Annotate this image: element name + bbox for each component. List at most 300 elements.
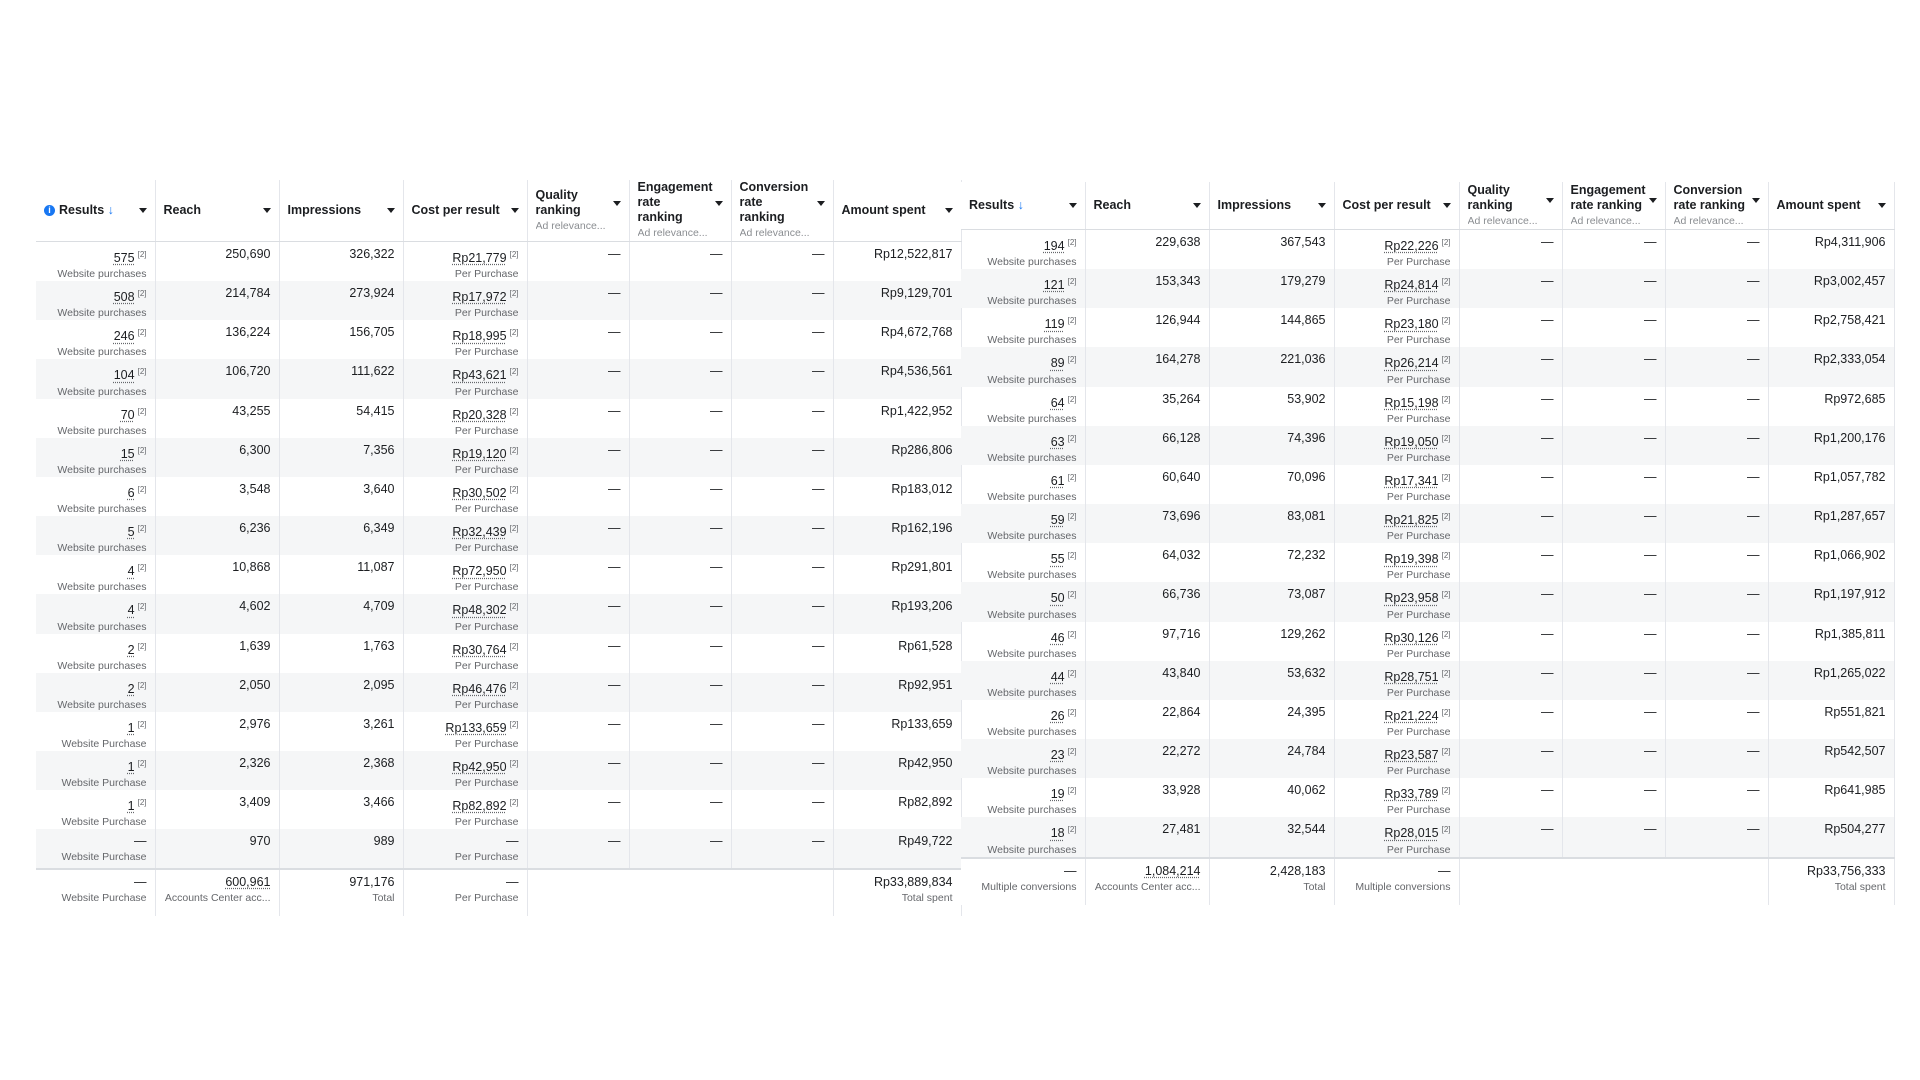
impressions-value: 32,544 xyxy=(1287,822,1326,837)
results-value[interactable]: 89 xyxy=(1050,356,1065,371)
reach-value: 22,272 xyxy=(1162,744,1201,759)
cell-results xyxy=(36,516,155,555)
table-row[interactable] xyxy=(961,347,1894,386)
cost-value-wrap xyxy=(1343,700,1451,724)
results-value[interactable]: 15 xyxy=(120,446,135,461)
reach-value: 64,032 xyxy=(1162,548,1201,563)
total-rankings-empty xyxy=(527,869,833,916)
cell-reach xyxy=(155,829,279,869)
cost-per-result-type: Per Purchase xyxy=(454,620,519,633)
cell-engagement-rate-ranking xyxy=(1562,308,1665,347)
footnote-icon: [2] xyxy=(1441,629,1451,639)
table-row[interactable] xyxy=(36,594,961,633)
cell-conversion-rate-ranking xyxy=(1665,582,1768,621)
results-value-wrap xyxy=(969,269,1077,293)
amount-spent-value: Rp42,950 xyxy=(898,756,953,771)
total-impressions-type: Total xyxy=(1303,880,1326,893)
cost-per-result-type: Per Purchase xyxy=(1386,686,1451,699)
column-header-impressions[interactable] xyxy=(279,180,403,242)
column-header-label-wrap xyxy=(1218,198,1326,213)
cost-per-result-type: Per Purchase xyxy=(1386,843,1451,856)
engagement-rate-ranking-value: — xyxy=(710,834,723,849)
results-value[interactable]: 2 xyxy=(127,642,135,657)
results-value[interactable]: 19 xyxy=(1050,787,1065,802)
engagement-rate-ranking-value: — xyxy=(1644,704,1657,719)
cell-quality-ranking xyxy=(527,399,629,438)
footnote-icon: [2] xyxy=(137,563,147,573)
column-header-engagement-rate-ranking[interactable] xyxy=(1562,182,1665,230)
cell-amount-spent xyxy=(833,829,961,869)
impressions-value: 4,709 xyxy=(363,599,395,614)
header-row xyxy=(961,182,1894,230)
caret-down-icon[interactable] xyxy=(715,201,723,206)
column-header-sublabel: Ad relevance... xyxy=(739,227,810,239)
column-header-reach[interactable] xyxy=(1085,182,1209,230)
footnote-icon: [2] xyxy=(1067,355,1077,365)
cell-engagement-rate-ranking xyxy=(629,790,731,829)
results-type: Website purchases xyxy=(57,463,147,476)
cell-impressions xyxy=(279,829,403,869)
engagement-rate-ranking-value: — xyxy=(1644,235,1657,249)
table-row[interactable] xyxy=(961,465,1894,504)
cell-engagement-rate-ranking xyxy=(629,673,731,712)
cost-per-result-value[interactable]: Rp28,751 xyxy=(1384,669,1439,684)
cost-per-result-value[interactable]: Rp23,958 xyxy=(1384,591,1439,606)
column-header-amount-spent[interactable] xyxy=(833,180,961,242)
cell-reach xyxy=(155,399,279,438)
cost-per-result-value[interactable]: Rp48,302 xyxy=(452,603,507,618)
cost-per-result-value[interactable]: Rp43,621 xyxy=(452,368,507,383)
reach-value: 2,976 xyxy=(239,716,271,731)
cell-quality-ranking xyxy=(527,555,629,594)
engagement-rate-ranking-value: — xyxy=(1644,587,1657,602)
amount-spent-value: Rp2,333,054 xyxy=(1813,352,1886,367)
cost-per-result-value[interactable]: Rp19,120 xyxy=(452,446,507,461)
results-value[interactable]: 6 xyxy=(127,486,135,501)
cell-conversion-rate-ranking xyxy=(1665,739,1768,778)
cell-amount-spent xyxy=(1768,700,1894,739)
total-reach-type: Accounts Center acc... xyxy=(164,892,271,905)
cost-per-result-value[interactable]: Rp23,587 xyxy=(1384,748,1439,763)
cost-per-result-value[interactable]: Rp46,476 xyxy=(452,681,507,696)
caret-down-icon[interactable] xyxy=(511,208,519,213)
caret-down-icon[interactable] xyxy=(139,208,147,213)
sort-down-arrow-icon[interactable]: ↓ xyxy=(1014,198,1024,212)
reach-value: 1,639 xyxy=(239,638,271,653)
table-row[interactable] xyxy=(36,320,961,359)
cell-impressions xyxy=(1209,543,1334,582)
cost-per-result-type: Per Purchase xyxy=(454,698,519,711)
cell-amount-spent xyxy=(833,242,961,282)
footnote-icon: [2] xyxy=(137,250,147,259)
results-value[interactable]: 194 xyxy=(1043,239,1065,254)
footnote-icon: [2] xyxy=(1441,316,1451,326)
table-row[interactable] xyxy=(961,543,1894,582)
impressions-value: 273,924 xyxy=(349,286,395,301)
cell-impressions xyxy=(279,359,403,398)
cell-quality-ranking xyxy=(527,712,629,751)
footnote-icon: [2] xyxy=(137,524,147,534)
column-header-label-wrap xyxy=(1343,198,1451,213)
results-value[interactable]: 575 xyxy=(113,251,135,266)
column-header-quality-ranking[interactable] xyxy=(527,180,629,242)
results-value[interactable]: 23 xyxy=(1050,748,1065,763)
cost-per-result-value[interactable]: Rp30,764 xyxy=(452,642,507,657)
engagement-rate-ranking-value: — xyxy=(1644,744,1657,759)
results-value-wrap xyxy=(44,673,147,697)
conversion-rate-ranking-value: — xyxy=(1747,235,1760,249)
column-header-conversion-rate-ranking[interactable] xyxy=(731,180,833,242)
impressions-value: 221,036 xyxy=(1280,352,1326,367)
cost-per-result-type: Per Purchase xyxy=(454,851,519,864)
table-row[interactable] xyxy=(36,242,961,282)
table-row[interactable] xyxy=(961,661,1894,700)
impressions-value: 7,356 xyxy=(363,442,395,457)
results-value[interactable]: 61 xyxy=(1050,474,1065,489)
results-value[interactable]: 55 xyxy=(1050,552,1065,567)
caret-down-icon[interactable] xyxy=(1069,203,1077,208)
caret-down-icon[interactable] xyxy=(387,208,395,213)
column-header-conversion-rate-ranking[interactable] xyxy=(1665,182,1768,230)
cell-impressions xyxy=(279,516,403,555)
info-icon[interactable]: i xyxy=(44,205,55,216)
table-row[interactable] xyxy=(36,359,961,398)
cell-engagement-rate-ranking xyxy=(1562,661,1665,700)
cost-value-wrap xyxy=(412,399,519,423)
table-row[interactable] xyxy=(961,739,1894,778)
column-header-label-wrap xyxy=(1777,198,1886,213)
cell-quality-ranking xyxy=(1459,426,1562,465)
cost-per-result-value[interactable]: Rp72,950 xyxy=(452,564,507,579)
total-reach-type: Accounts Center acc... xyxy=(1094,880,1201,893)
quality-ranking-value: — xyxy=(1541,626,1554,641)
cost-value-wrap xyxy=(1343,739,1451,763)
cell-impressions xyxy=(1209,778,1334,817)
table-row[interactable] xyxy=(36,438,961,477)
column-header-engagement-rate-ranking[interactable] xyxy=(629,180,731,242)
cell-amount-spent xyxy=(833,712,961,751)
results-type: Website purchases xyxy=(57,424,147,437)
reach-value: 214,784 xyxy=(225,286,271,301)
cost-per-result-type: Per Purchase xyxy=(454,268,519,281)
cost-per-result-value[interactable]: Rp82,892 xyxy=(452,799,507,814)
results-value[interactable]: 121 xyxy=(1043,278,1065,293)
table-row[interactable] xyxy=(961,817,1894,857)
column-header-label: Conversion rate ranking xyxy=(1673,182,1746,212)
results-value[interactable]: 64 xyxy=(1050,395,1065,410)
column-header-results[interactable] xyxy=(961,182,1085,230)
results-type: Website Purchase xyxy=(61,851,147,864)
table-row[interactable] xyxy=(36,673,961,712)
results-value[interactable]: 1 xyxy=(127,799,135,814)
table-row[interactable] xyxy=(36,399,961,438)
cell-cost-per-result xyxy=(403,242,527,282)
cost-per-result-value[interactable]: Rp24,814 xyxy=(1384,278,1439,293)
results-type: Website purchases xyxy=(987,295,1077,308)
footnote-icon: [2] xyxy=(509,328,519,338)
cell-reach xyxy=(1085,387,1209,426)
cell-cost-per-result xyxy=(403,477,527,516)
conversion-rate-ranking-value: — xyxy=(1747,587,1760,602)
cell-results xyxy=(36,399,155,438)
results-value[interactable]: 5 xyxy=(127,525,135,540)
footnote-icon: [2] xyxy=(509,484,519,494)
cell-engagement-rate-ranking xyxy=(629,594,731,633)
quality-ranking-value: — xyxy=(608,286,621,301)
results-type: Website purchases xyxy=(987,530,1077,543)
amount-spent-value: Rp286,806 xyxy=(891,442,953,457)
cost-per-result-value[interactable]: Rp42,950 xyxy=(452,760,507,775)
cost-value-wrap xyxy=(412,594,519,618)
caret-down-icon[interactable] xyxy=(817,201,825,206)
cell-engagement-rate-ranking xyxy=(629,242,731,282)
total-spent-value: Rp33,756,333 xyxy=(1806,863,1886,878)
results-value[interactable]: 1 xyxy=(127,721,135,736)
results-value[interactable]: 4 xyxy=(127,564,135,579)
cell-impressions xyxy=(1209,739,1334,778)
amount-spent-value: Rp1,422,952 xyxy=(880,403,953,418)
results-value-wrap xyxy=(969,465,1077,489)
cost-value-wrap xyxy=(1343,347,1451,371)
quality-ranking-value: — xyxy=(608,677,621,692)
total-reach-value[interactable]: 600,961 xyxy=(225,875,271,890)
cost-per-result-type: Per Purchase xyxy=(1386,569,1451,582)
results-value[interactable]: 119 xyxy=(1044,317,1065,332)
table-row[interactable] xyxy=(36,790,961,829)
column-header-impressions[interactable] xyxy=(1209,182,1334,230)
conversion-rate-ranking-value: — xyxy=(1747,352,1760,367)
cost-per-result-value[interactable]: Rp21,779 xyxy=(452,251,507,266)
results-value[interactable]: 1 xyxy=(127,760,135,775)
cell-cost-per-result xyxy=(403,751,527,790)
cost-per-result-value[interactable]: Rp21,825 xyxy=(1384,513,1439,528)
table-row[interactable] xyxy=(36,555,961,594)
caret-down-icon[interactable] xyxy=(1443,203,1451,208)
table-row[interactable] xyxy=(961,622,1894,661)
total-impressions xyxy=(1209,858,1334,905)
cost-per-result-value[interactable]: Rp17,341 xyxy=(1384,474,1439,489)
sort-down-arrow-icon[interactable]: ↓ xyxy=(104,203,114,217)
results-value[interactable]: 59 xyxy=(1050,513,1065,528)
table-row[interactable] xyxy=(961,230,1894,270)
cost-per-result-value[interactable]: Rp19,398 xyxy=(1384,552,1439,567)
total-results xyxy=(961,858,1085,905)
results-type: Website purchases xyxy=(57,698,147,711)
cost-per-result-value[interactable]: Rp28,015 xyxy=(1384,826,1439,841)
cost-per-result-value[interactable]: Rp15,198 xyxy=(1384,395,1439,410)
total-results-type: Multiple conversions xyxy=(981,880,1077,893)
column-header-results[interactable] xyxy=(36,180,155,242)
cell-reach xyxy=(155,516,279,555)
results-type: Website purchases xyxy=(57,581,147,594)
cell-cost-per-result xyxy=(403,634,527,673)
caret-down-icon[interactable] xyxy=(1878,203,1886,208)
cost-per-result-type: Per Purchase xyxy=(1386,451,1451,464)
footnote-icon: [2] xyxy=(1067,472,1077,482)
table-row[interactable] xyxy=(36,634,961,673)
cell-cost-per-result xyxy=(1334,387,1459,426)
table-row[interactable] xyxy=(36,281,961,320)
table-row[interactable] xyxy=(36,712,961,751)
results-value[interactable]: 44 xyxy=(1050,669,1065,684)
caret-down-icon[interactable] xyxy=(1318,203,1326,208)
engagement-rate-ranking-value: — xyxy=(710,403,723,418)
cost-value-wrap xyxy=(1343,426,1451,450)
caret-down-icon[interactable] xyxy=(613,201,621,206)
engagement-rate-ranking-value: — xyxy=(710,716,723,731)
quality-ranking-value: — xyxy=(1541,587,1554,602)
cell-impressions xyxy=(1209,269,1334,308)
amount-spent-value: Rp162,196 xyxy=(891,521,953,536)
results-value[interactable]: 63 xyxy=(1050,434,1065,449)
cell-cost-per-result xyxy=(403,399,527,438)
cell-impressions xyxy=(279,673,403,712)
cost-per-result-value[interactable]: Rp20,328 xyxy=(452,407,507,422)
cost-value-wrap xyxy=(412,281,519,305)
impressions-value: 129,262 xyxy=(1280,626,1326,641)
cost-per-result-value[interactable]: Rp30,502 xyxy=(452,486,507,501)
total-impressions-value: 2,428,183 xyxy=(1269,863,1326,878)
cost-value-wrap xyxy=(1343,817,1451,841)
results-type: Website purchases xyxy=(57,542,147,555)
footnote-icon: [2] xyxy=(1441,512,1451,522)
results-value[interactable]: 18 xyxy=(1050,826,1065,841)
cell-quality-ranking xyxy=(527,320,629,359)
results-value[interactable]: 50 xyxy=(1050,591,1065,606)
cell-impressions xyxy=(279,281,403,320)
cell-impressions xyxy=(1209,504,1334,543)
results-type: Website purchases xyxy=(987,412,1077,425)
cost-per-result-value[interactable]: Rp18,995 xyxy=(452,329,507,344)
column-header-quality-ranking[interactable] xyxy=(1459,182,1562,230)
table-row[interactable] xyxy=(961,269,1894,308)
cell-quality-ranking xyxy=(527,594,629,633)
cell-quality-ranking xyxy=(527,634,629,673)
footnote-icon: [2] xyxy=(137,602,147,612)
cell-cost-per-result xyxy=(403,790,527,829)
cost-per-result-value[interactable]: Rp22,226 xyxy=(1384,239,1439,254)
cost-per-result-value[interactable]: Rp23,180 xyxy=(1384,317,1439,332)
cost-per-result-value[interactable]: Rp19,050 xyxy=(1384,434,1439,449)
engagement-rate-ranking-value: — xyxy=(710,481,723,496)
cost-per-result-value[interactable]: Rp30,126 xyxy=(1384,630,1439,645)
results-value: — xyxy=(134,834,147,849)
column-header-cost-per-result[interactable] xyxy=(1334,182,1459,230)
column-header-cost-per-result[interactable] xyxy=(403,180,527,242)
caret-down-icon[interactable] xyxy=(1193,203,1201,208)
results-value[interactable]: 508 xyxy=(113,290,135,305)
results-value[interactable]: 2 xyxy=(127,681,135,696)
engagement-rate-ranking-value: — xyxy=(710,442,723,457)
cost-per-result-value[interactable]: Rp133,659 xyxy=(445,721,507,736)
footnote-icon: [2] xyxy=(137,719,147,729)
amount-spent-value: Rp4,536,561 xyxy=(880,364,953,379)
table-row[interactable] xyxy=(36,751,961,790)
cost-per-result-type: Per Purchase xyxy=(1386,765,1451,778)
table-row[interactable] xyxy=(961,778,1894,817)
cost-per-result-value[interactable]: Rp26,214 xyxy=(1384,356,1439,371)
table-row[interactable] xyxy=(36,477,961,516)
cell-reach xyxy=(1085,778,1209,817)
results-type: Website purchases xyxy=(987,686,1077,699)
cell-conversion-rate-ranking xyxy=(1665,700,1768,739)
cell-impressions xyxy=(279,242,403,282)
results-value-wrap xyxy=(969,387,1077,411)
results-value[interactable]: 46 xyxy=(1050,630,1065,645)
footnote-icon: [2] xyxy=(137,484,147,494)
cell-impressions xyxy=(1209,582,1334,621)
column-header-label: Impressions xyxy=(1217,198,1292,212)
table-row[interactable] xyxy=(961,426,1894,465)
table-row[interactable] xyxy=(961,504,1894,543)
column-header-reach[interactable] xyxy=(155,180,279,242)
cost-per-result-value[interactable]: Rp32,439 xyxy=(452,525,507,540)
cell-engagement-rate-ranking xyxy=(629,359,731,398)
caret-down-icon[interactable] xyxy=(1752,198,1760,203)
quality-ranking-value: — xyxy=(1541,391,1554,406)
total-reach-wrap xyxy=(1094,859,1201,879)
total-reach-value[interactable]: 1,084,214 xyxy=(1144,863,1201,878)
results-value[interactable]: 4 xyxy=(127,603,135,618)
cost-per-result-value[interactable]: Rp17,972 xyxy=(452,290,507,305)
table-row[interactable] xyxy=(36,829,961,869)
caret-down-icon[interactable] xyxy=(1546,198,1554,203)
conversion-rate-ranking-value: — xyxy=(812,403,825,418)
cell-conversion-rate-ranking xyxy=(1665,622,1768,661)
cost-per-result-type: Per Purchase xyxy=(454,385,519,398)
table-row[interactable] xyxy=(961,700,1894,739)
results-value[interactable]: 70 xyxy=(120,407,135,422)
cost-per-result-value[interactable]: Rp21,224 xyxy=(1384,709,1439,724)
cell-quality-ranking xyxy=(1459,778,1562,817)
cell-impressions xyxy=(1209,347,1334,386)
cell-reach xyxy=(155,281,279,320)
caret-down-icon[interactable] xyxy=(945,208,953,213)
quality-ranking-value: — xyxy=(1541,235,1554,249)
column-header-label: Reach xyxy=(163,203,202,217)
cost-per-result-value[interactable]: Rp33,789 xyxy=(1384,787,1439,802)
reach-value: 250,690 xyxy=(225,247,271,261)
cost-value-wrap xyxy=(1343,622,1451,646)
results-type: Website purchases xyxy=(57,268,147,281)
cell-conversion-rate-ranking xyxy=(731,790,833,829)
results-value[interactable]: 26 xyxy=(1050,709,1065,724)
reach-value: 33,928 xyxy=(1162,783,1201,798)
table-row[interactable] xyxy=(36,516,961,555)
engagement-rate-ranking-value: — xyxy=(710,795,723,810)
results-type: Website purchases xyxy=(57,385,147,398)
results-value[interactable]: 104 xyxy=(113,368,135,383)
column-header-amount-spent[interactable] xyxy=(1768,182,1894,230)
results-value[interactable]: 246 xyxy=(113,329,135,344)
cell-engagement-rate-ranking xyxy=(1562,426,1665,465)
results-value-wrap xyxy=(969,347,1077,371)
cell-cost-per-result xyxy=(1334,347,1459,386)
column-header-label: Results xyxy=(969,198,1015,212)
footnote-icon: [2] xyxy=(137,759,147,769)
results-type: Website purchases xyxy=(987,373,1077,386)
conversion-rate-ranking-value: — xyxy=(812,325,825,340)
table-row[interactable] xyxy=(961,308,1894,347)
caret-down-icon[interactable] xyxy=(263,208,271,213)
engagement-rate-ranking-value: — xyxy=(1644,509,1657,524)
engagement-rate-ranking-value: — xyxy=(710,247,723,261)
amount-spent-value: Rp504,277 xyxy=(1824,822,1886,837)
cell-reach xyxy=(1085,661,1209,700)
table-row[interactable] xyxy=(961,387,1894,426)
table-row[interactable] xyxy=(961,582,1894,621)
caret-down-icon[interactable] xyxy=(1649,198,1657,203)
